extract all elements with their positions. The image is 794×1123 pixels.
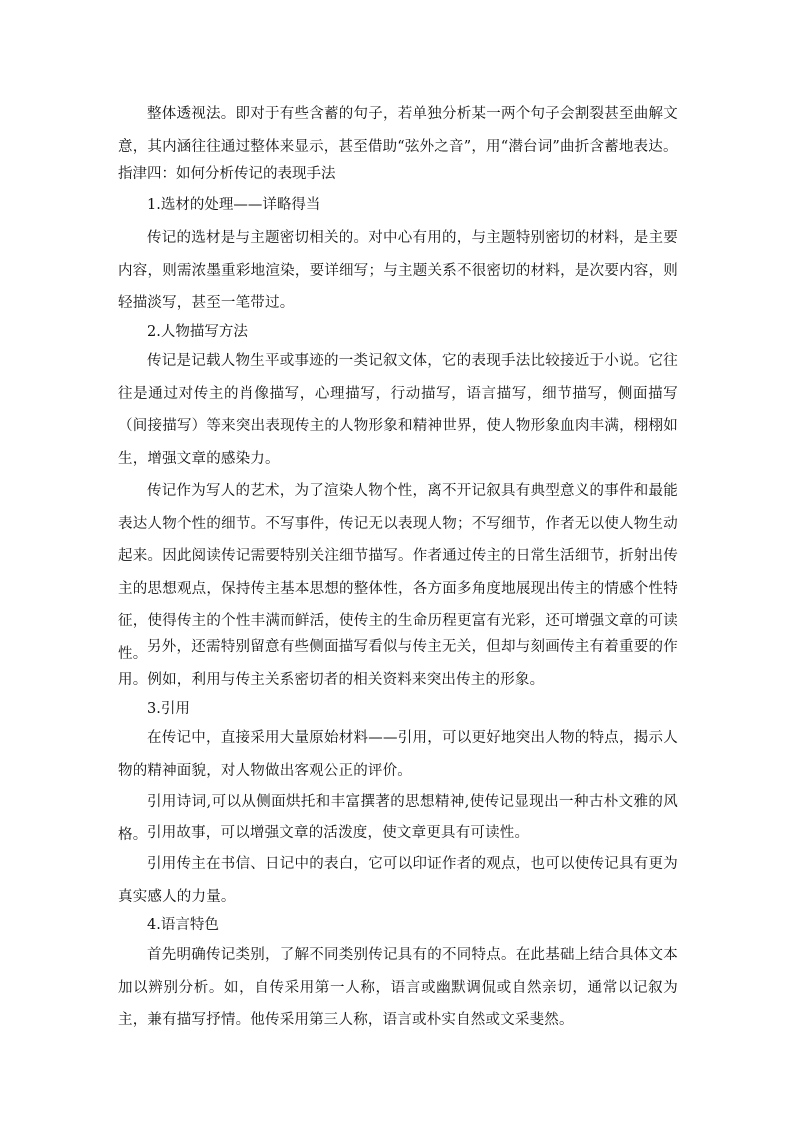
paragraph-language-features: 首先明确传记类别，了解不同类别传记具有的不同特点。在此基础上结合具体文本加以辨别分析。如，自传采用第一人称，语言或幽默调侃或自然亲切，通常以记叙为主，兼有描写抒情。他传采用第三人称，语言或朴实自然或文采斐然。 (118, 947, 678, 1028)
paragraph-details: 传记作为写人的艺术，为了渲染人物个性，离不开记叙具有典型意义的事件和最能表达人物个性的细节。不写事件，传记无以表现人物；不写细节，作者无以使人物生动起来。因此阅读传记需要特别关注细节描写。作者通过传主的日常生活细节，折射出传主的思想观点，保持传主基本思想的整体性，各方面多角度地展现出传主的情感个性特征，使得传主的个性丰满而鲜活，使传主的生命历程更富有光彩，还可增强文章的可读性。 (118, 483, 678, 662)
paragraph-side-description: 另外，还需特别留意有些侧面描写看似与传主无关，但却与刻画传主有着重要的作用。例如，利用与传主关系密切者的相关资料来突出传主的形象。 (118, 639, 678, 688)
subheading-quotation: 3.引用 (147, 701, 190, 717)
paragraph-holistic-method: 整体透视法。即对于有些含蓄的句子，若单独分析某一两个句子会割裂甚至曲解文意，其内涵往往通过整体来显示，甚至借助“弦外之音”，用“潜台词”曲折含蓄地表达。 (118, 106, 678, 155)
subheading-character-description: 2.人物描写方法 (147, 324, 248, 340)
section-heading-4: 指津四：如何分析传记的表现手法 (118, 166, 336, 182)
subheading-language-features: 4.语言特色 (147, 917, 219, 933)
paragraph-material-selection: 传记的选材是与主题密切相关的。对中心有用的，与主题特别密切的材料，是主要内容，则需浓墨重彩地渲染，要详细写；与主题关系不很密切的材料，是次要内容，则轻描淡写，甚至一笔带过。 (118, 230, 678, 311)
paragraph-quoting-stories: 引用故事，可以增强文章的活泼度，使文章更具有可读性。 (147, 825, 530, 841)
paragraph-quoting-poems: 引用诗词,可以从侧面烘托和丰富撰著的思想精神,使传记显现出一种古朴文雅的风格。 (118, 794, 678, 843)
paragraph-character-description: 传记是记载人物生平或事迹的一类记叙文体，它的表现手法比较接近于小说。它往往是通过对传主的肖像描写，心理描写，行动描写，语言描写，细节描写，侧面描写（间接描写）等来突出表现传主的人物形象和精神世界，使人物形象血肉丰满，栩栩如生，增强文章的感染力。 (118, 353, 678, 467)
paragraph-quotation: 在传记中，直接采用大量原始材料——引用，可以更好地突出人物的特点，揭示人物的精神面貌，对人物做出客观公正的评价。 (118, 730, 678, 779)
subheading-material-selection: 1.选材的处理——详略得当 (147, 197, 321, 213)
paragraph-quoting-letters: 引用传主在书信、日记中的表白，它可以印证作者的观点，也可以使传记具有更为真实感人的力量。 (118, 856, 678, 905)
